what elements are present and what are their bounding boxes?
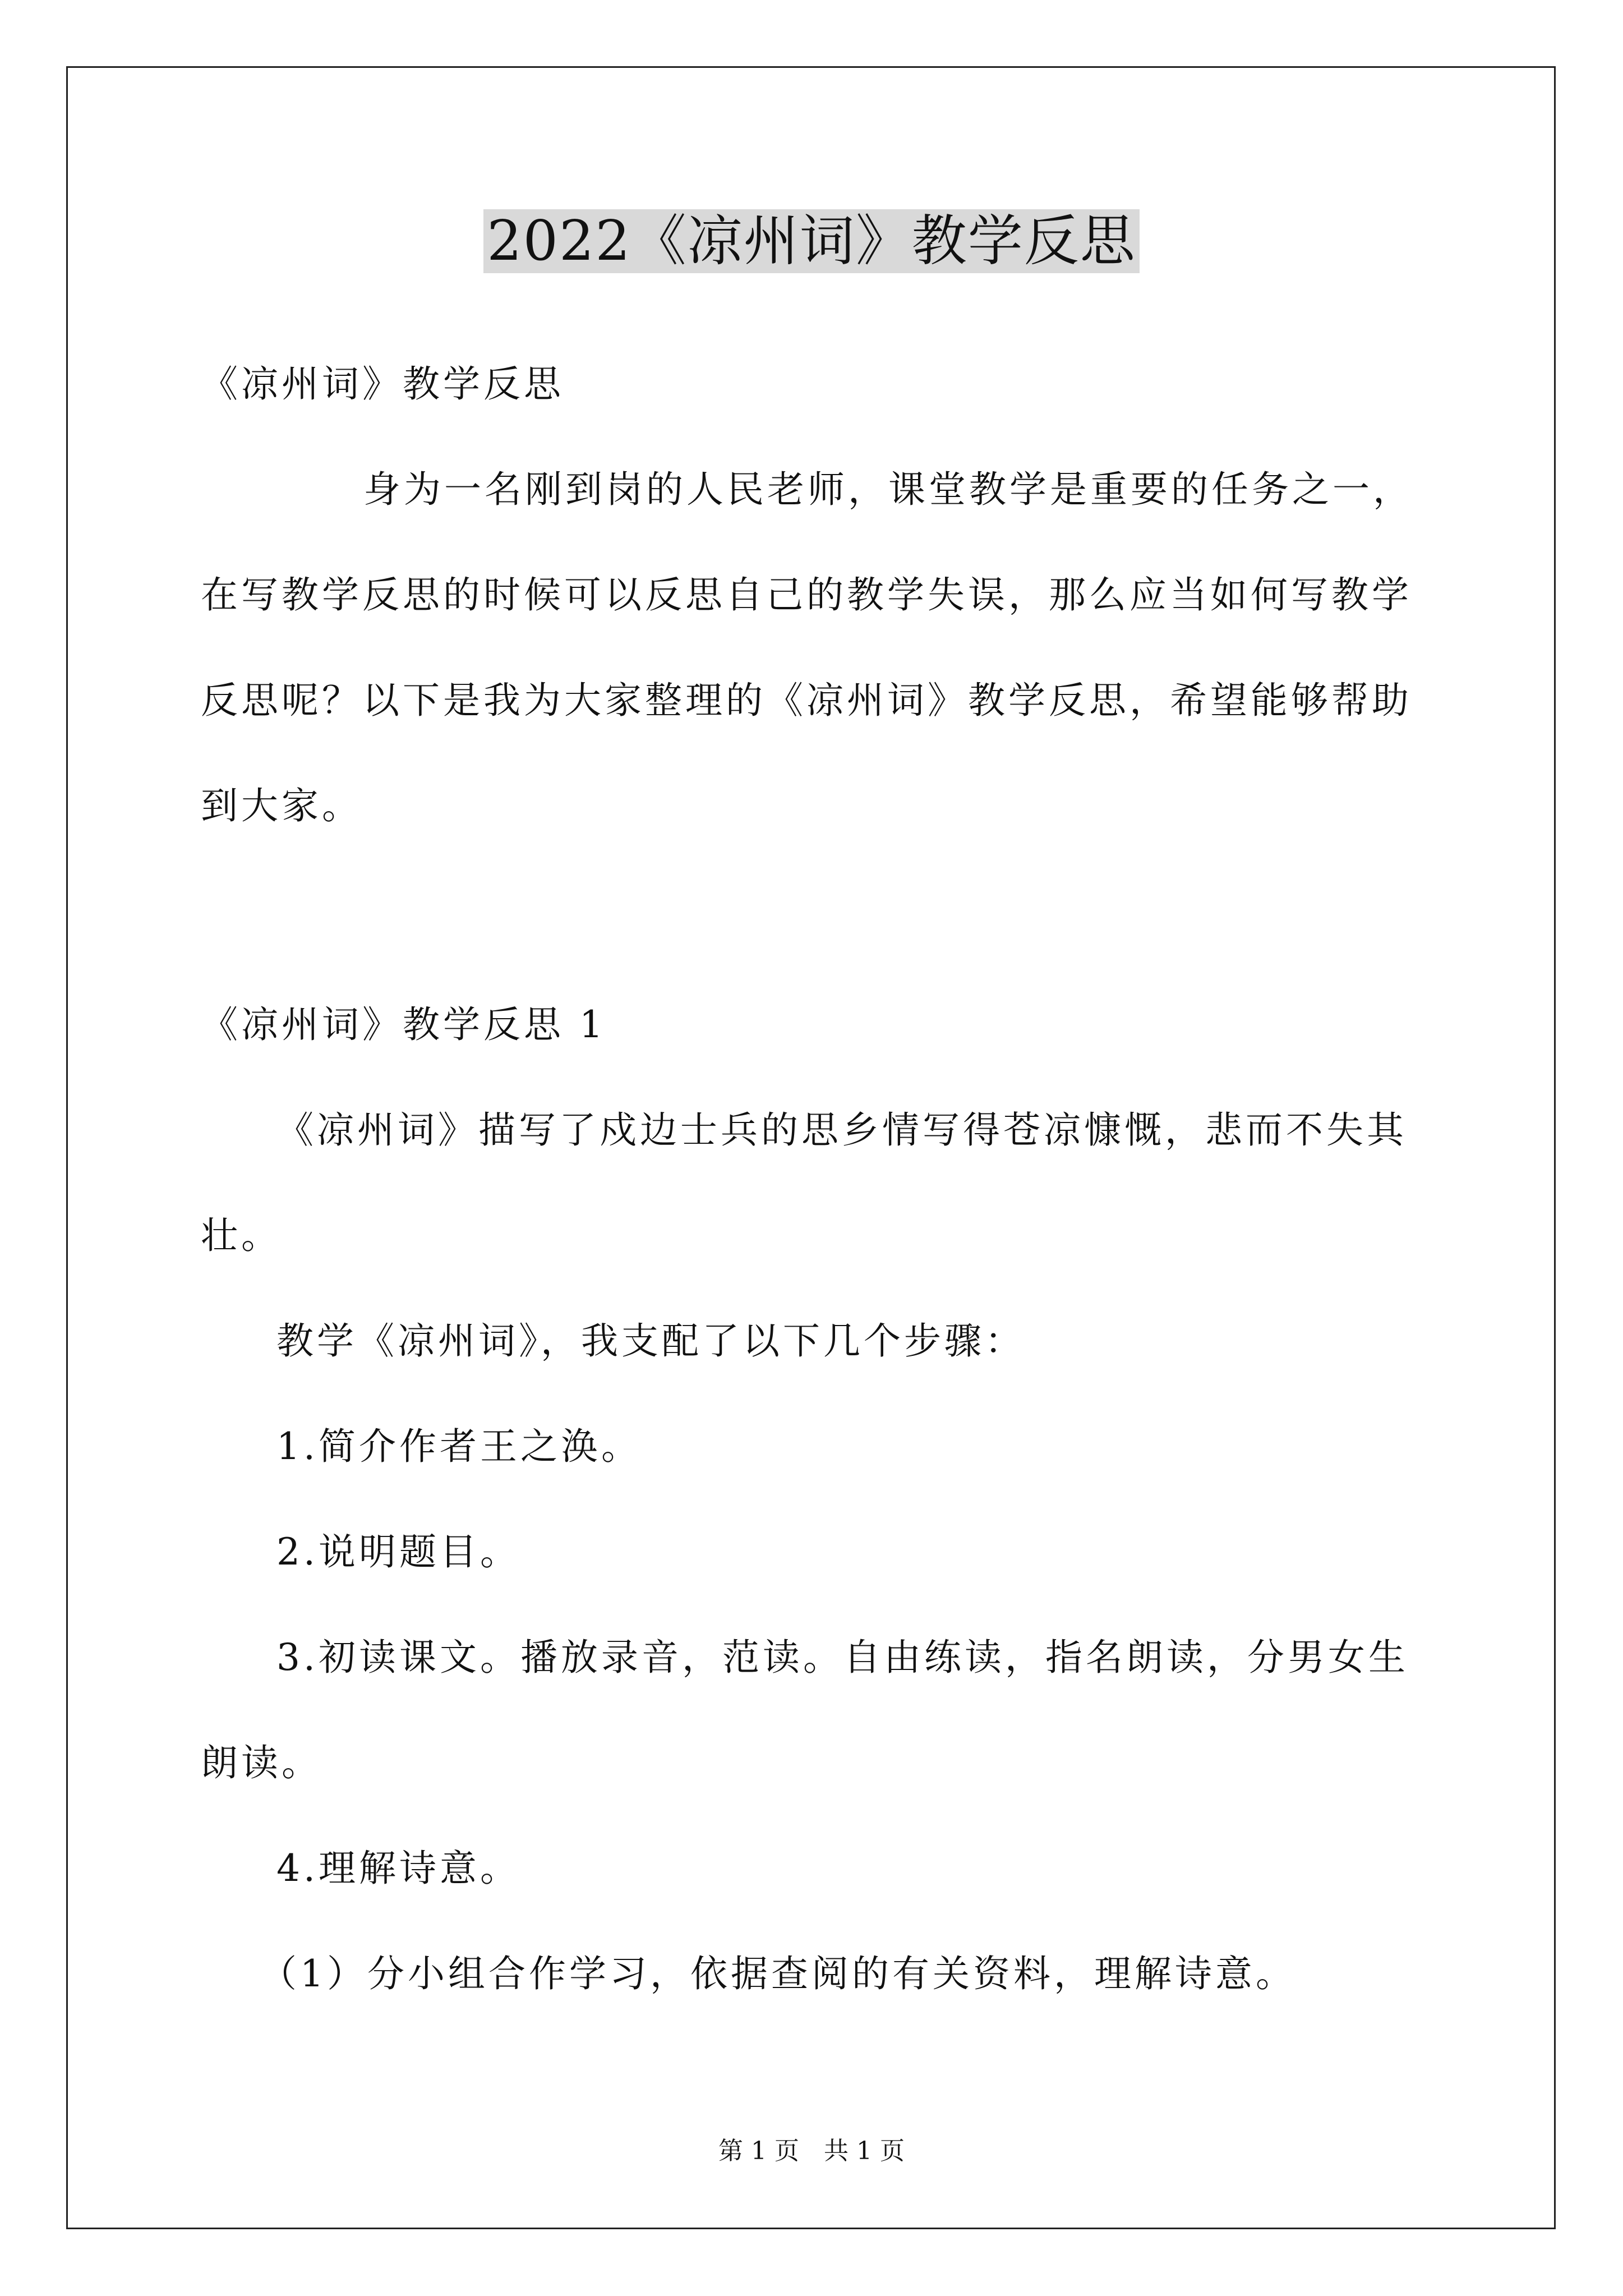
document-title bbox=[0, 202, 1623, 280]
heading: 《凉州词》教学反思 bbox=[201, 362, 564, 406]
body-line-6: 3.初读课文。播放录音，范读。自由练读，指名朗读，分男女生 bbox=[276, 1636, 1409, 1679]
body-line-1: 《凉州词》描写了戍边士兵的思乡情写得苍凉慷慨，悲而不失其 bbox=[276, 1108, 1407, 1152]
document-title-text: 2022《凉州词》教学反思 bbox=[483, 209, 1139, 273]
section-heading: 《凉州词》教学反思 1 bbox=[201, 1003, 606, 1046]
body-line-5: 2.说明题目。 bbox=[276, 1530, 520, 1573]
intro-line-1: 身为一名刚到岗的人民老师，课堂教学是重要的任务之一， bbox=[363, 468, 1413, 511]
body-line-9: （1）分小组合作学习，依据查阅的有关资料，理解诗意。 bbox=[260, 1952, 1296, 1995]
page-footer: 第 1 页 共 1 页 bbox=[718, 2137, 905, 2165]
body-line-3: 教学《凉州词》，我支配了以下几个步骤： bbox=[276, 1319, 1025, 1363]
body-line-8: 4.理解诗意。 bbox=[276, 1847, 520, 1890]
intro-line-2: 在写教学反思的时候可以反思自己的教学失误，那么应当如何写教学 bbox=[201, 573, 1412, 616]
intro-line-3: 反思呢？以下是我为大家整理的《凉州词》教学反思，希望能够帮助 bbox=[201, 679, 1412, 722]
body-line-2: 壮。 bbox=[201, 1214, 282, 1257]
body-line-7: 朗读。 bbox=[201, 1741, 322, 1784]
intro-line-4: 到大家。 bbox=[201, 784, 362, 827]
body-line-4: 1.简介作者王之涣。 bbox=[276, 1425, 642, 1468]
